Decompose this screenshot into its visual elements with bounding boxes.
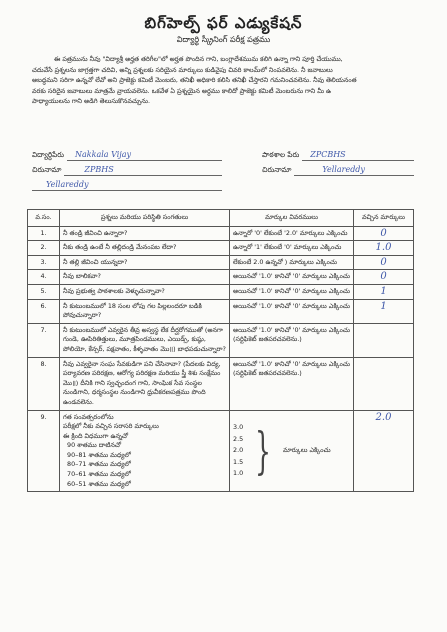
row9-title: గత సంవత్సరంలోను [63, 412, 114, 421]
row-number: 8. [28, 357, 60, 410]
row-number: 5. [28, 284, 60, 299]
address2-field[interactable] [262, 165, 414, 176]
row-marks: అయినచో '1.0' కానిచో '0' మార్కులు ఎక్కించు [230, 299, 354, 323]
row-score[interactable]: 1.0 [354, 241, 414, 256]
address2-line[interactable] [294, 165, 414, 176]
table-row [28, 410, 414, 492]
page-title: బిగ్‌హెల్ప్ ఫర్ ఎడ్యుకేషన్ [144, 14, 303, 32]
row-score[interactable]: 0 [354, 255, 414, 270]
row-number: 2. [28, 241, 60, 256]
row-question [60, 410, 230, 492]
table-row [28, 270, 414, 285]
col-header-sno: వ.సం. [28, 210, 60, 227]
row-number: 9. [28, 410, 60, 492]
student-name-field[interactable] [32, 150, 222, 161]
band-item: 80–71 శాతము మధ్యలో [67, 460, 131, 469]
table-header-row [28, 210, 414, 227]
row9-sub1: పరీక్షలో నీకు వచ్చిన సరాసరి మార్కులు [63, 422, 159, 431]
instructions [32, 54, 417, 107]
row9-sub2: ఈ క్రింది విధముగా ఉన్నచో [63, 431, 129, 440]
address-line[interactable] [64, 165, 222, 176]
row-score[interactable]: 2.0 [354, 410, 414, 492]
row-question: నీవు ప్రభుత్వ పాఠశాలకు వెళ్ళుచున్నావా? [60, 284, 230, 299]
row-question: నీ తల్లి జీవించి యున్నదా? [60, 255, 230, 270]
address-line2-field[interactable] [32, 180, 222, 191]
address-value: ZPBHS [84, 165, 114, 174]
address-field[interactable] [32, 165, 222, 176]
points-list [233, 422, 243, 480]
row-number: 7. [28, 323, 60, 357]
school-name-field[interactable] [262, 150, 414, 161]
table-row [28, 255, 414, 270]
row-number: 1. [28, 226, 60, 241]
row-number: 3. [28, 255, 60, 270]
instruction-line: చదువేసే ప్రశ్నలను జాగ్రత్తగా చదివి, అన్ని ప్రశ్నలకు సరియైన మార్కులు కుడివైపు చివరి కాలమ్‌లో నింపవలెను. నీ జవాబులు [32, 65, 333, 74]
address-label: చిరునామా [32, 165, 62, 174]
address-line2-value: Yellareddy [46, 180, 89, 189]
band-item: 90–81 శాతము మధ్యలో [67, 450, 131, 459]
band-item: 60–51 శాతము మధ్యలో [67, 479, 131, 488]
point-value: 1.0 [233, 469, 244, 478]
address2-value: Yellareddy [322, 165, 365, 174]
table-row [28, 323, 414, 357]
instruction-line: పాధ్యాయులను గాని అడిగి తెలుసుకొనవచ్చును. [32, 97, 150, 106]
student-name-label: విద్యార్థిపేరు [32, 150, 64, 159]
table-row [28, 284, 414, 299]
row-score[interactable]: 0 [354, 270, 414, 285]
point-value: 3.0 [233, 423, 244, 432]
instruction-line: వరకు సరిదైన జవాబులు మాత్రమే వ్రాయవలెను. ఒకవేళ ఏ ప్రశ్నయైన అర్థము కాలిదో ప్రాజెక్టు కమిటీ మెంబరును గాని మీ ఉ [32, 86, 332, 95]
row-score[interactable] [354, 323, 414, 357]
row-marks: లేకుంటే 2.0 ఉన్నవో ) మార్కులు ఎక్కించు [230, 255, 354, 270]
page-subtitle: విద్యార్థి స్క్రీనింగ్ పరీక్ష పత్రము [176, 35, 271, 44]
table-row [28, 241, 414, 256]
address-line2-line[interactable] [32, 180, 222, 191]
band-item: 70–61 శాతము మధ్యలో [67, 470, 131, 479]
row-score[interactable] [354, 357, 414, 410]
row-marks: అయినచో '1.0' కానిచో '0' మార్కులు ఎక్కించు [230, 270, 354, 285]
row-score[interactable]: 1 [354, 284, 414, 299]
table-row [28, 357, 414, 410]
col-header-question: ప్రశ్నలు మరియు పరిస్థితి సంగతులు [60, 210, 230, 227]
row-marks: ఉన్నారో '1' లేకుంటే '0' మార్కులు ఎక్కించు [230, 241, 354, 256]
point-value: 1.5 [233, 457, 244, 466]
row-marks: అయినచో '1.0' కానిచో '0' మార్కులు ఎక్కించు (సర్టిఫికెట్ జతపరచవలెను.) [230, 357, 354, 410]
student-name-line[interactable] [67, 150, 222, 161]
row-marks: అయినచో '1.0' కానిచో '0' మార్కులు ఎక్కించు [230, 284, 354, 299]
school-name-label: పాఠశాల పేరు [262, 150, 300, 159]
instruction-line: ఈ పత్రమును నీవు "విద్యాశ్రీ అర్హత తరిగీల"లో అర్హత పొందిన గాని, బంగ్లాదేశముమ కలిగి ఉన్నా గాని పూర్తి చేయుము, [54, 55, 343, 63]
row-score[interactable]: 0 [354, 226, 414, 241]
address2-label: చిరునామా [262, 165, 292, 174]
row9-bands [63, 441, 226, 489]
table-row [28, 226, 414, 241]
student-name-value: Nakkala Vijay [75, 150, 132, 159]
row-question: నీ తండ్రి జీవించి ఉన్నారా? [60, 226, 230, 241]
row-score[interactable]: 1 [354, 299, 414, 323]
row-question: నీ కుటుంబములో ఎవ్వరైన తీవ్ర అస్వస్థ లేక దీర్ఘరోగముతో (అనగా గుండె, ఊపిరితిత్తులు, మూత్రపిండములు, ఎయిడ్స్, కుష్ఠు, పోలియో, కేన్సర్, పక్షవాతం, కీళ్ళవాతం మొ॥) బాధపడుచున్నారా? [60, 323, 230, 357]
point-value: 2.5 [233, 434, 244, 443]
brace-icon: } [255, 421, 272, 480]
row-number: 4. [28, 270, 60, 285]
points-block [233, 422, 350, 480]
school-name-line[interactable] [302, 150, 414, 161]
band-item: 90 శాతము దాటినచో [67, 441, 121, 450]
screening-table [27, 209, 414, 492]
row-question: నీ కుటుంబములో 18 సంల లోపు గల పిల్లలందరూ బడికి పోవుచున్నారా? [60, 299, 230, 323]
point-value: 2.0 [233, 446, 244, 455]
row-question: నీకు తండ్రి ఉంటే నీ తల్లిదండ్రి మేనంపబ లేదా? [60, 241, 230, 256]
row-marks: అయినచో '1.0' కానిచో '0' మార్కులు ఎక్కించు (సర్టిఫికెట్ జతపరచవలెను.) [230, 323, 354, 357]
row-number: 6. [28, 299, 60, 323]
col-header-score: వచ్చిన మార్కులు [354, 210, 414, 227]
instruction-line: అబద్ధమని సరిగా ఉన్నవో లేవో అని ప్రాజెక్టు కమిటీ మెంబరు, తనిఖీ అధికారి కలిసి తనిఖీ చేస్తారని గమనించవలెను. నీవు తెలియనంత [32, 76, 357, 85]
table-row [28, 299, 414, 323]
row-marks: ఉన్నారో '0' లేకుంటే '2.0' మార్కులు ఎక్కించు [230, 226, 354, 241]
row-marks [230, 410, 354, 492]
row-question: నీవు ఎవ్వరైనా సంఘ సేవకుడిగా పని చేసినావా? (పేదలకు విద్య, పర్యావరణ పరిరక్షణ, ఆరోగ్య పరిరక్షణ మరియు స్త్రీ శిశు సంక్షేమం మొ॥) దీనికి గాని స్వచ్ఛందంగ గాని, సాంఘిక సేవ సంస్థల నుండిగాని, ధర్మసంస్థల నుండిగాని ధ్రువీకరణపత్రము పొంది ఉండవలెను. [60, 357, 230, 410]
points-label: మార్కులు ఎక్కించు [282, 446, 331, 455]
row-question: నీవు బాలికవా? [60, 270, 230, 285]
school-name-value: ZPCBHS [310, 150, 346, 159]
col-header-marks: మార్కుల వివరములు [230, 210, 354, 227]
